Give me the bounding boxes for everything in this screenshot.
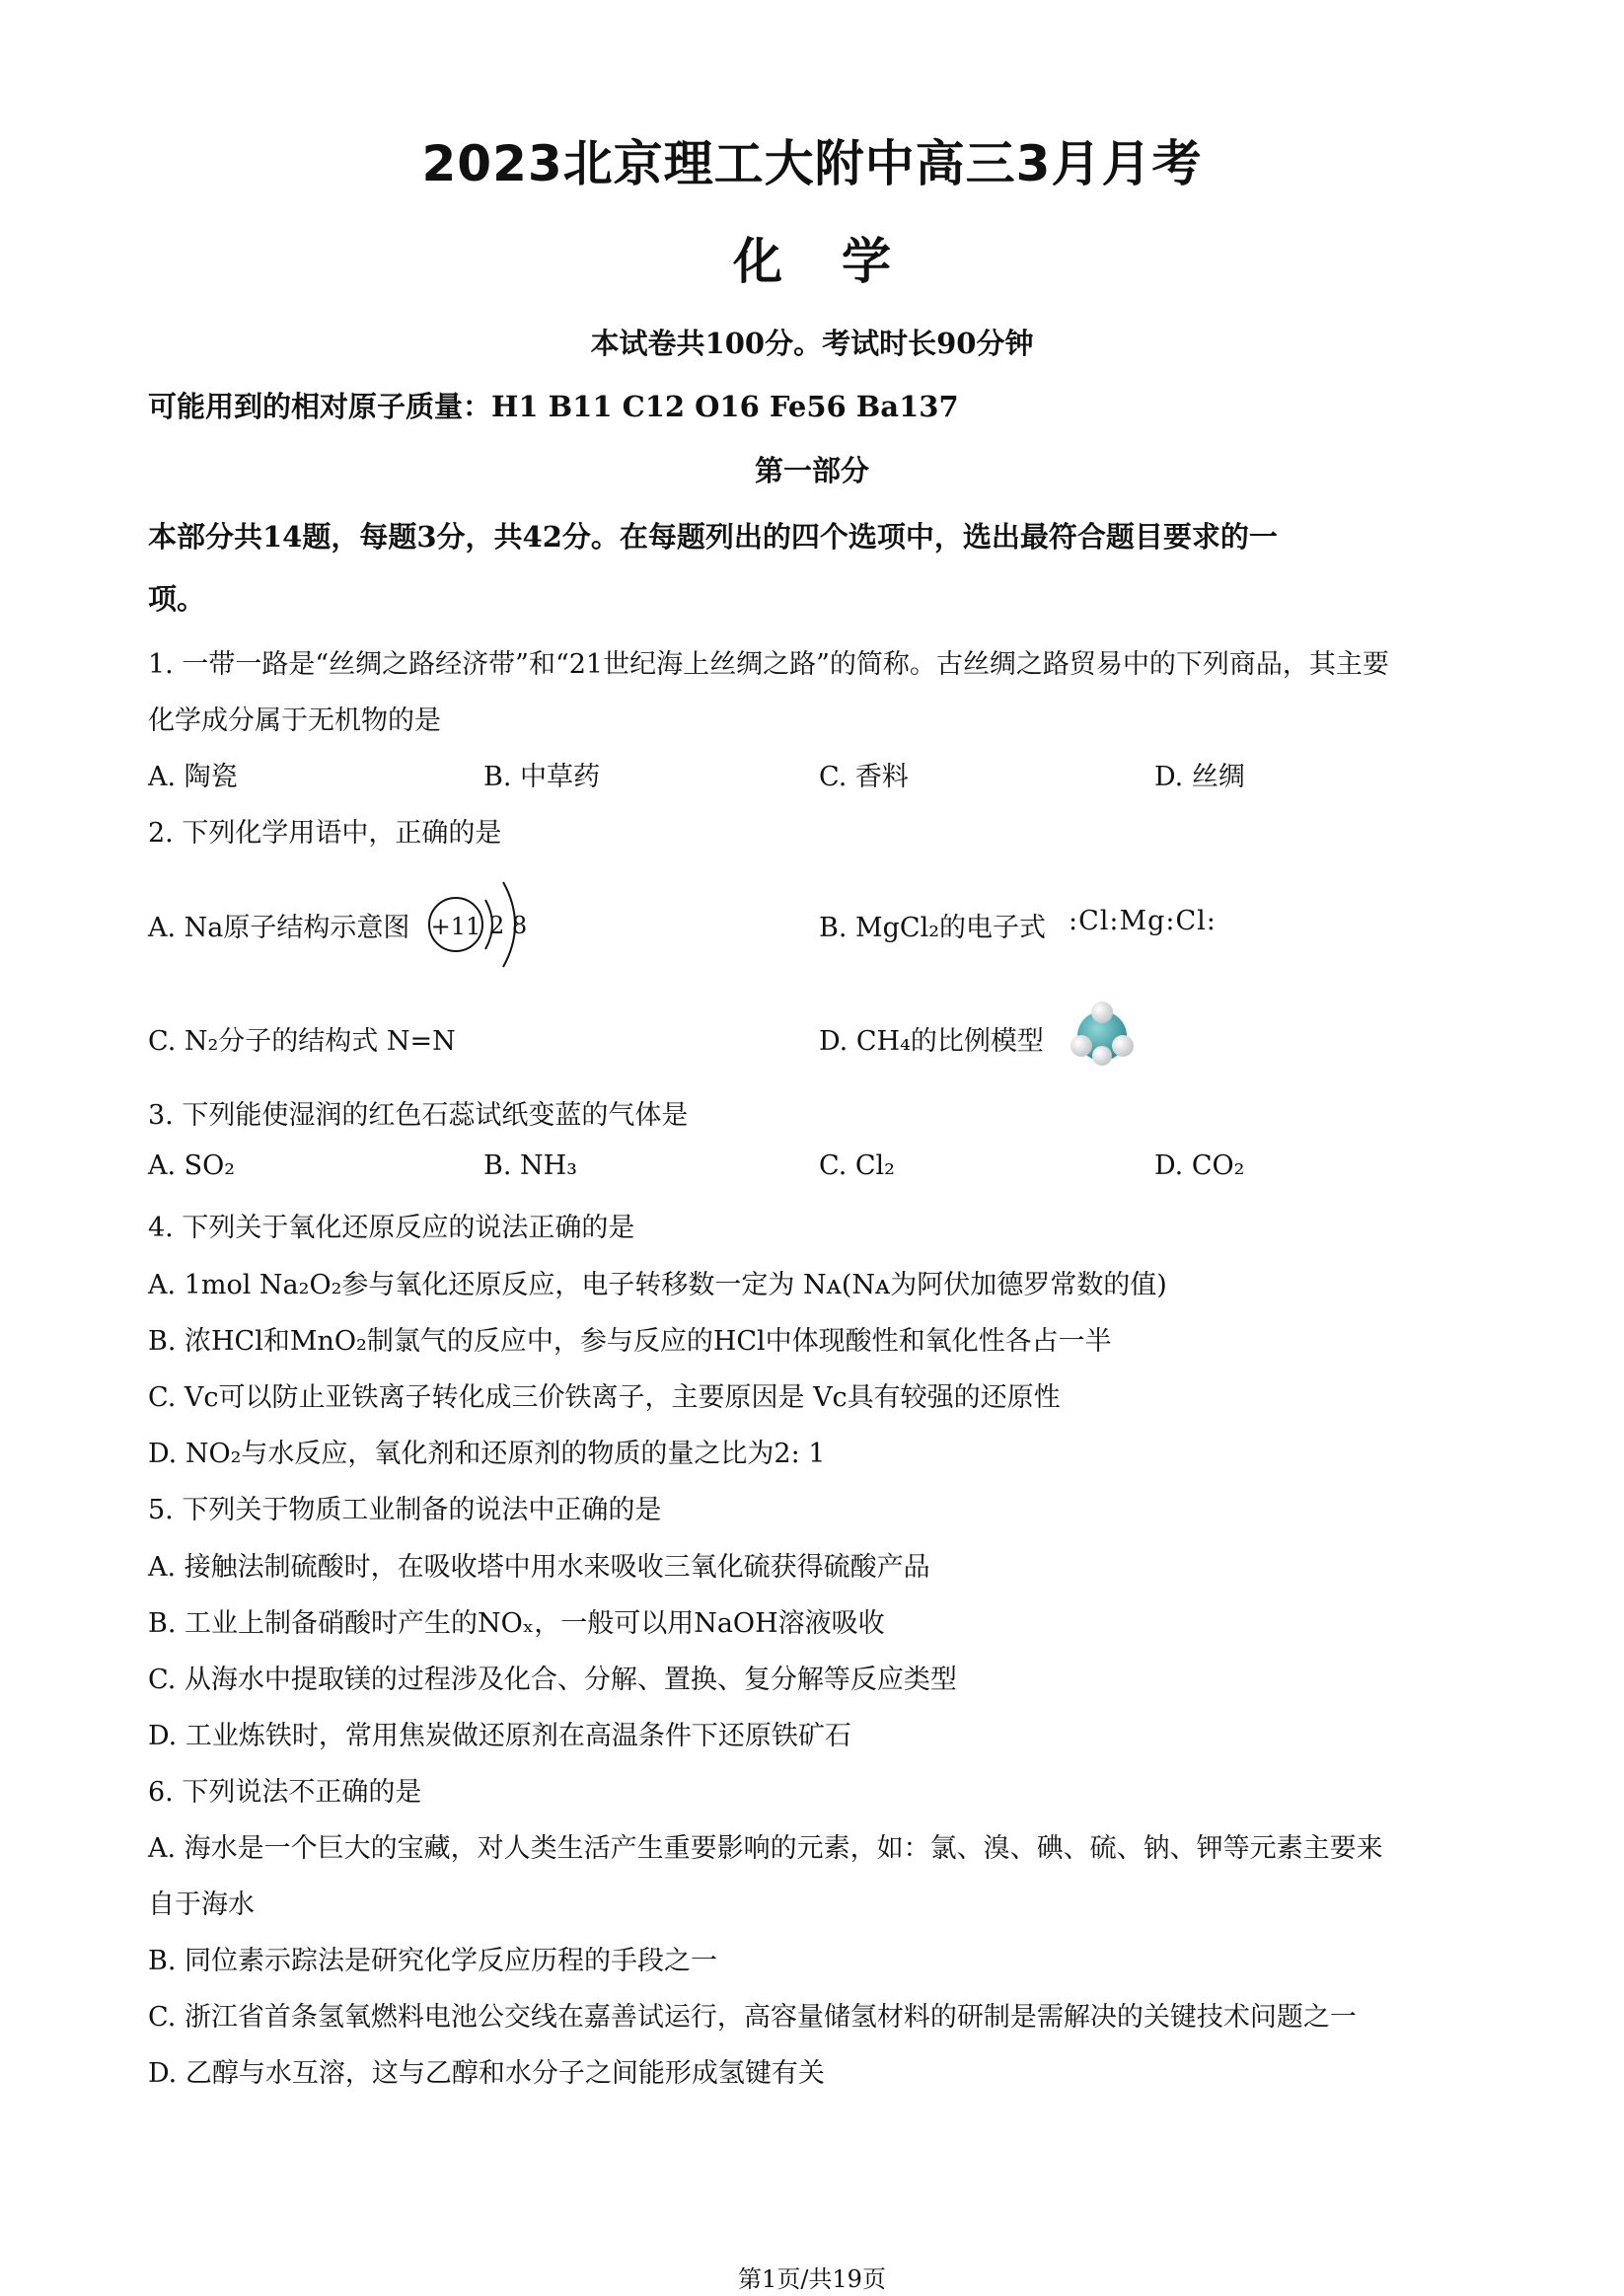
q1-option-a: A. 陶瓷	[148, 762, 238, 792]
q3-stem: 3. 下列能使湿润的红色石蕊试纸变蓝的气体是	[148, 1100, 689, 1131]
nucleus-label: +11	[430, 913, 481, 940]
q2-option-d: D. CH₄的比例模型	[819, 1026, 1044, 1057]
q2-option-a: A. Na原子结构示意图	[148, 913, 410, 943]
q4-option-c: C. Vc可以防止亚铁离子转化成三价铁离子，主要原因是 Vc具有较强的还原性	[148, 1382, 1061, 1413]
q6-option-a-line2: 自于海水	[148, 1889, 255, 1920]
q6-option-a-line1: A. 海水是一个巨大的宝藏，对人类生活产生重要影响的元素，如：氯、溴、碘、硫、钠、钾等元素主要来	[148, 1833, 1383, 1864]
q3-option-b: B. NH₃	[483, 1150, 578, 1181]
q4-stem: 4. 下列关于氧化还原反应的说法正确的是	[148, 1213, 635, 1243]
exam-info: 本试卷共100分。考试时长90分钟	[590, 327, 1034, 360]
q4-option-d: D. NO₂与水反应，氧化剂和还原剂的物质的量之比为2: 1	[148, 1439, 826, 1469]
page-number: 第1页/共19页	[738, 2265, 886, 2293]
q6-stem: 6. 下列说法不正确的是	[148, 1777, 422, 1808]
q3-option-c: C. Cl₂	[819, 1150, 895, 1181]
q6-option-d: D. 乙醇与水互溶，这与乙醇和水分子之间能形成氢键有关	[148, 2058, 825, 2089]
q1-stem-line1: 1. 一带一路是“丝绸之路经济带”和“21世纪海上丝绸之路”的简称。古丝绸之路贸易中的下列商品，其主要	[148, 649, 1389, 680]
exam-title: 2023北京理工大附中高三3月月考	[421, 135, 1203, 192]
mgcl2-electron-formula: :Cl:Mg:Cl:	[1069, 906, 1217, 936]
q1-option-c: C. 香料	[819, 762, 909, 792]
q3-option-a: A. SO₂	[148, 1150, 236, 1181]
q5-option-d: D. 工业炼铁时，常用焦炭做还原剂在高温条件下还原铁矿石	[148, 1721, 851, 1751]
q4-option-a: A. 1mol Na₂O₂参与氧化还原反应，电子转移数一定为 Nᴀ(Nᴀ为阿伏加德罗常数的值)	[148, 1270, 1167, 1300]
q2-option-b: B. MgCl₂的电子式	[819, 913, 1047, 943]
q5-option-b: B. 工业上制备硝酸时产生的NOₓ，一般可以用NaOH溶液吸收	[148, 1608, 885, 1639]
instructions-line1: 本部分共14题，每题3分，共42分。在每题列出的四个选项中，选出最符合题目要求的一	[148, 520, 1278, 554]
q2-option-c: C. N₂分子的结构式 N=N	[148, 1026, 456, 1057]
q5-option-a: A. 接触法制硫酸时，在吸收塔中用水来吸收三氧化硫获得硫酸产品	[148, 1552, 930, 1583]
subject-title: 化学	[733, 233, 950, 290]
atomic-masses: 可能用到的相对原子质量：H1 B11 C12 O16 Fe56 Ba137	[148, 390, 959, 423]
q3-option-d: D. CO₂	[1154, 1150, 1245, 1181]
q6-option-c: C. 浙江省首条氢氧燃料电池公交线在嘉善试运行，高容量储氢材料的研制是需解决的关键技术问题之一	[148, 2002, 1357, 2033]
shell-electron-counts: 2 8	[489, 912, 528, 939]
na-atom-structure-diagram	[424, 860, 543, 989]
q4-option-b: B. 浓HCl和MnO₂制氯气的反应中，参与反应的HCl中体现酸性和氧化性各占一半	[148, 1326, 1112, 1357]
instructions-line2: 项。	[148, 582, 206, 616]
q1-option-d: D. 丝绸	[1154, 762, 1245, 792]
ch4-space-filling-model-icon	[1068, 999, 1137, 1073]
part-heading: 第一部分	[754, 454, 869, 487]
q6-option-b: B. 同位素示踪法是研究化学反应历程的手段之一	[148, 1946, 718, 1976]
q5-option-c: C. 从海水中提取镁的过程涉及化合、分解、置换、复分解等反应类型	[148, 1665, 957, 1695]
q1-stem-line2: 化学成分属于无机物的是	[148, 705, 441, 736]
q1-option-b: B. 中草药	[483, 762, 601, 792]
q2-stem: 2. 下列化学用语中，正确的是	[148, 818, 502, 849]
q5-stem: 5. 下列关于物质工业制备的说法中正确的是	[148, 1495, 662, 1525]
